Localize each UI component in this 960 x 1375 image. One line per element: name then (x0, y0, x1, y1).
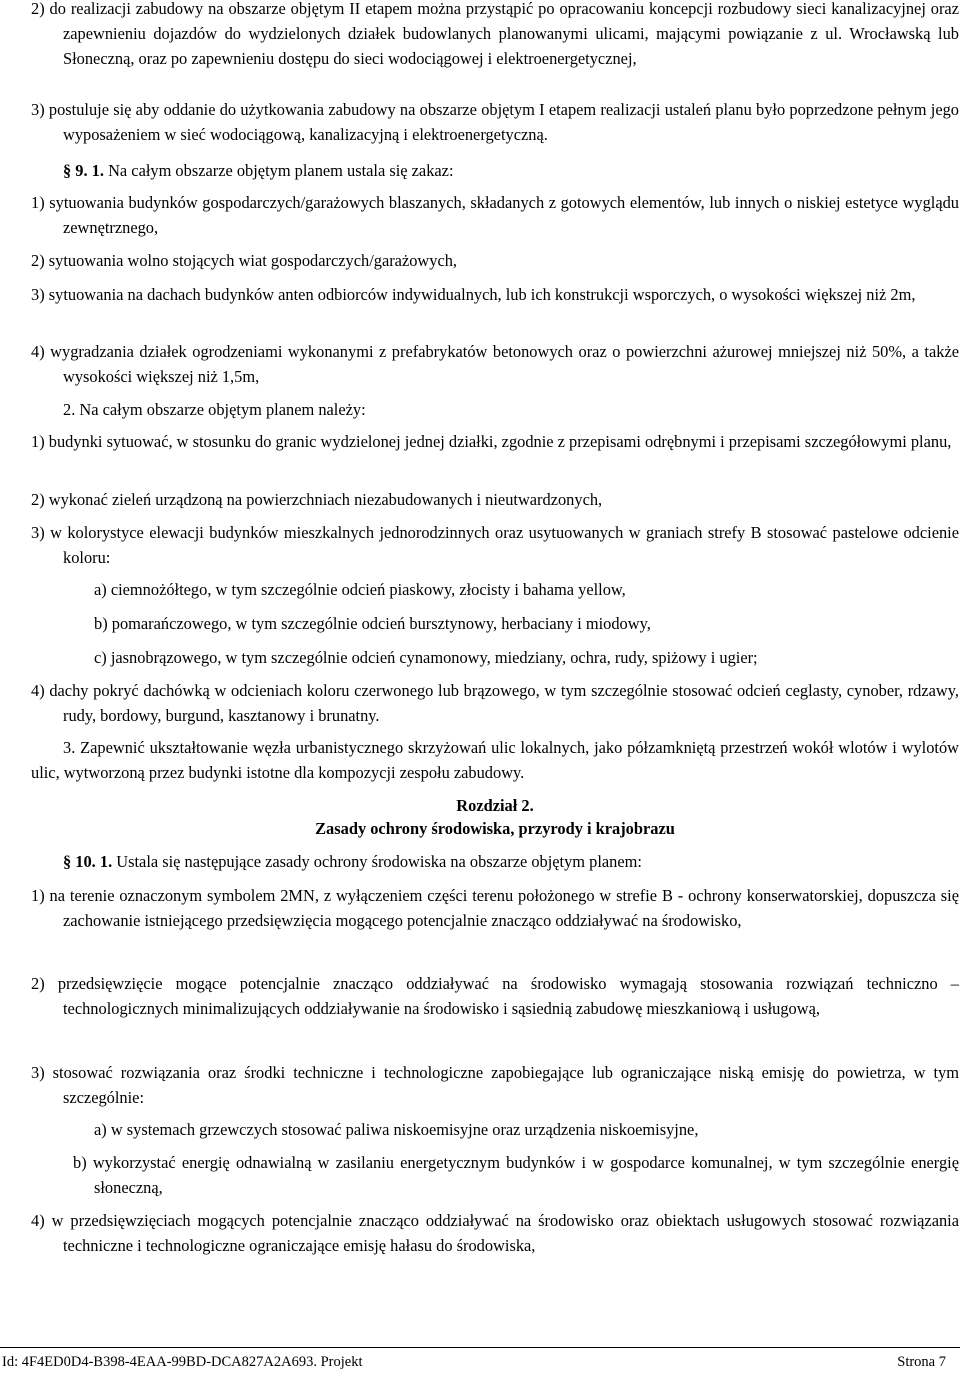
paragraph-8-item-3: 3) postuluje się aby oddanie do użytkowania zabudowy na obszarze objętym I etapem realizacji ustaleń planu było poprzedzone pełnym jego wyposażeniem w sieć wodociągową, kanalizacyjną i elektroenergetyczną. (31, 100, 959, 144)
paragraph-10-item-2: 2) przedsięwzięcie mogące potencjalnie znacząco oddziaływać na środowisko wymagają stosowania rozwiązań techniczno – technologicznych minimalizujących oddziaływanie na środowisko i sąsiednią zabudowę mieszkaniową i usługową, (31, 974, 959, 1018)
paragraph-10-item-3-b: b) wykorzystać energię odnawialną w zasilaniu energetycznym budynków i w gospodarce komunalnej, w tym szczególnie energię słoneczną, (73, 1153, 959, 1197)
color-option-c: c) jasnobrązowego, w tym szczególnie odcień cynamonowy, miedziany, ochra, rudy, spiżowy i ugier; (94, 648, 758, 667)
paragraph-9-section-2-item-3: 3) w kolorystyce elewacji budynków mieszkalnych jednorodzinnych oraz usytuowanych w graniach strefy B stosować pastelowe odcienie koloru: (31, 523, 959, 567)
chapter-number: Rozdział 2. (456, 796, 534, 815)
footer-divider (0, 1347, 960, 1348)
paragraph-9-section-2-item-2: 2) wykonać zieleń urządzoną na powierzchniach niezabudowanych i nieutwardzonych, (31, 490, 603, 509)
paragraph-9-section-3: 3. Zapewnić ukształtowanie węzła urbanistycznego skrzyżowań ulic lokalnych, jako półzamkniętą przestrzeń wokół wlotów i wylotów ulic, wytworzoną przez budynki istotne dla kompozycji zespołu zabudowy. (31, 738, 959, 782)
color-option-b: b) pomarańczowego, w tym szczególnie odcień bursztynowy, herbaciany i miodowy, (94, 614, 651, 633)
paragraph-10-item-4: 4) w przedsięwzięciach mogących potencjalnie znacząco oddziaływać na środowisko oraz obiektach usługowych stosować rozwiązania techniczne i technologiczne ograniczające emisję hałasu do środowiska, (31, 1211, 959, 1255)
paragraph-9-heading (31, 158, 959, 183)
paragraph-9-section-2-item-1: 1) budynki sytuować, w stosunku do granic wydzielonej jednej działki, zgodnie z przepisami odrębnymi i przepisami szczegółowymi planu, (31, 432, 952, 451)
paragraph-10-item-1: 1) na terenie oznaczonym symbolem 2MN, z wyłączeniem części terenu położonego w strefie B - ochrony konserwatorskiej, dopuszcza się zachowanie istniejącego przedsięwzięcia mogącego potencjalnie znacząco oddziaływać na środowisko, (31, 886, 959, 930)
paragraph-9-list-item-1: 1) sytuowania budynków gospodarczych/garażowych blaszanych, składanych z gotowych elementów, lub innych o niskiej estetyce wyglądu zewnętrznego, (31, 193, 959, 237)
paragraph-9-list-item-2: 2) sytuowania wolno stojących wiat gospodarczych/garażowych, (31, 251, 458, 270)
paragraph-9-list-item-3: 3) sytuowania na dachach budynków anten odbiorców indywidualnych, lub ich konstrukcji wsporczych, o wysokości większej niż 2m, (31, 285, 916, 304)
paragraph-9-number: § 9. 1. (63, 161, 104, 180)
paragraph-10-item-3-a: a) w systemach grzewczych stosować paliwa niskoemisyjne oraz urządzenia niskoemisyjne, (94, 1120, 699, 1139)
paragraph-10-item-3: 3) stosować rozwiązania oraz środki techniczne i technologiczne zapobiegające lub ograniczające niską emisję do powietrza, w tym szczególnie: (31, 1063, 959, 1107)
paragraph-9-section-2-item-4: 4) dachy pokryć dachówką w odcieniach koloru czerwonego lub brązowego, w tym szczególnie stosować odcień ceglasty, cynober, rdzawy, rudy, bordowy, burgund, kasztanowy i brunatny. (31, 681, 959, 725)
paragraph-9-list-item-4: 4) wygradzania działek ogrodzeniami wykonanymi z prefabrykatów betonowych oraz o powierzchni ażurowej mniejszej niż 50%, a także wysokości większej niż 1,5m, (31, 342, 959, 386)
paragraph-9-intro: Na całym obszarze objętym planem ustala się zakaz: (103, 161, 454, 180)
chapter-title: Zasady ochrony środowiska, przyrody i krajobrazu (315, 819, 675, 838)
page-number: Strona 7 (897, 1354, 946, 1370)
paragraph-10-number: § 10. 1. (63, 852, 113, 871)
document-id: Id: 4F4ED0D4-B398-4EAA-99BD-DCA827A2A693. Projekt (2, 1354, 363, 1370)
paragraph-10-heading (31, 849, 959, 874)
paragraph-8-item-2: 2) do realizacji zabudowy na obszarze objętym II etapem można przystąpić po opracowaniu koncepcji rozbudowy sieci kanalizacyjnej oraz zapewnieniu dojazdów do wydzielonych działek budowlanych planowanymi ulicami, mającymi powiązanie z ul. Wrocławską lub Słoneczną, oraz po zapewnieniu dostępu do sieci wodociągowej i elektroenergetycznej, (31, 0, 959, 68)
paragraph-10-intro: Ustala się następujące zasady ochrony środowiska na obszarze objętym planem: (112, 852, 642, 871)
color-option-a: a) ciemnożółtego, w tym szczególnie odcień piaskowy, złocisty i bahama yellow, (94, 580, 626, 599)
paragraph-9-section-2: 2. Na całym obszarze objętym planem należy: (63, 400, 366, 419)
